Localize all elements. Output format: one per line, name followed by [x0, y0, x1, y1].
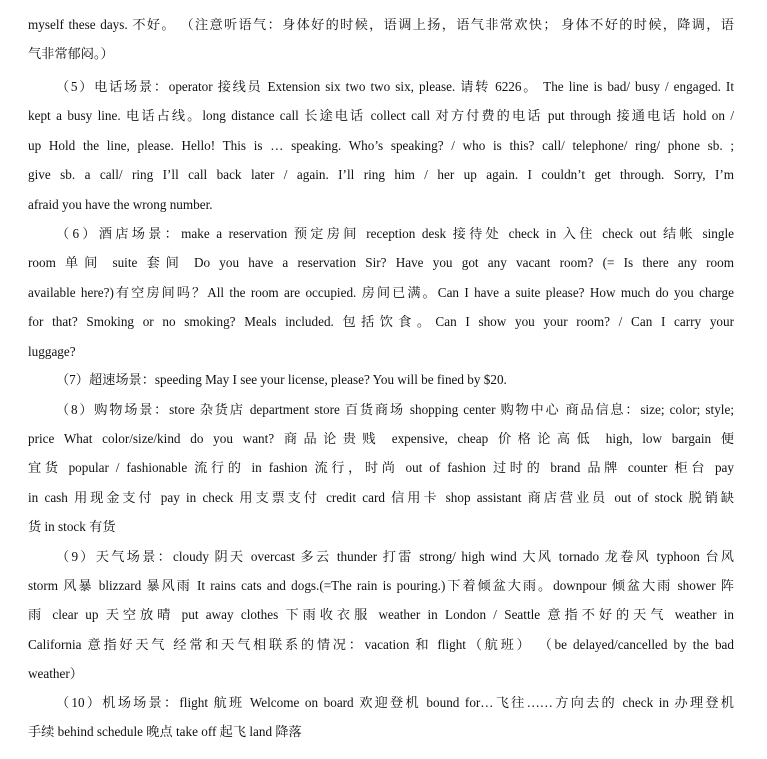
- text-line: kept a busy line. 电话占线。long distance call 长途电话 collect call 对方付费的电话 put through 接通电话 hold on /: [28, 108, 734, 123]
- text-line: weather）: [28, 666, 83, 681]
- text-line: for that? Smoking or no smoking? Meals included. 包括饮食。Can I show you your room? / Can I carry your: [28, 314, 734, 329]
- text-line: 宜货 popular / fashionable 流行的 in fashion 流行，时尚 out of fashion 过时的 brand 品牌 counter 柜台 pay: [28, 460, 734, 475]
- text-line: 手续 behind schedule 晚点 take off 起飞 land 降落: [28, 724, 302, 739]
- text-line: luggage?: [28, 344, 76, 359]
- text-line: （10）机场场景：flight 航班 Welcome on board 欢迎登机 bound for…飞往……方向去的 check in 办理登机: [56, 695, 734, 710]
- text-line: available here?)有空房间吗？All the room are occupied. 房间已满。Can I have a suite please? How much do you charge: [28, 285, 734, 300]
- text-line: myself these days. 不好。 （注意听语气：身体好的时候，语调上扬，语气非常欢快； 身体不好的时候，降调，语: [28, 17, 734, 32]
- text-line: afraid you have the wrong number.: [28, 197, 213, 212]
- text-line: （9）天气场景：cloudy 阴天 overcast 多云 thunder 打雷 strong/ high wind 大风 tornado 龙卷风 typhoon 台风: [56, 549, 734, 564]
- text-line: 货 in stock 有货: [28, 519, 116, 534]
- text-line: 气非常郁闷。）: [28, 46, 114, 61]
- text-line: （7）超速场景：speeding May I see your license, please? You will be fined by $20.: [56, 372, 507, 387]
- text-line: in cash 用现金支付 pay in check 用支票支付 credit card 信用卡 shop assistant 商店营业员 out of stock 脱销缺: [28, 490, 734, 505]
- text-line: 雨 clear up 天空放晴 put away clothes 下雨收衣服 weather in London / Seattle 意指不好的天气 weather in: [28, 607, 734, 622]
- text-line: California 意指好天气 经常和天气相联系的情况：vacation 和 flight（航班） （be delayed/cancelled by the bad: [28, 637, 734, 652]
- text-line: give sb. a call/ ring I’ll call back later / again. I’ll ring him / her up again. I couldn’t get through. Sorry, I’m: [28, 167, 734, 182]
- text-line: （8）购物场景：store 杂货店 department store 百货商场 shopping center 购物中心 商品信息：size; color; style;: [56, 402, 734, 417]
- text-line: up Hold the line, please. Hello! This is … speaking. Who’s speaking? / who is this? call/ telephone/ ring/ phone sb. ;: [28, 138, 734, 153]
- text-line: room 单间 suite 套间 Do you have a reservation Sir? Have you got any vacant room? (= Is there any room: [28, 255, 734, 270]
- text-line: （5）电话场景：operator 接线员 Extension six two two six, please. 请转 6226。 The line is bad/ busy / engaged. It: [56, 79, 734, 94]
- text-line: （6）酒店场景：make a reservation 预定房间 reception desk 接待处 check in 入住 check out 结帐 single: [56, 226, 734, 241]
- text-line: storm 风暴 blizzard 暴风雨 It rains cats and dogs.(=The rain is pouring.)下着倾盆大雨。downpour 倾盆大雨 shower 阵: [28, 578, 734, 593]
- text-line: price What color/size/kind do you want? 商品论贵贱 expensive, cheap 价格论高低 high, low bargain 便: [28, 431, 734, 446]
